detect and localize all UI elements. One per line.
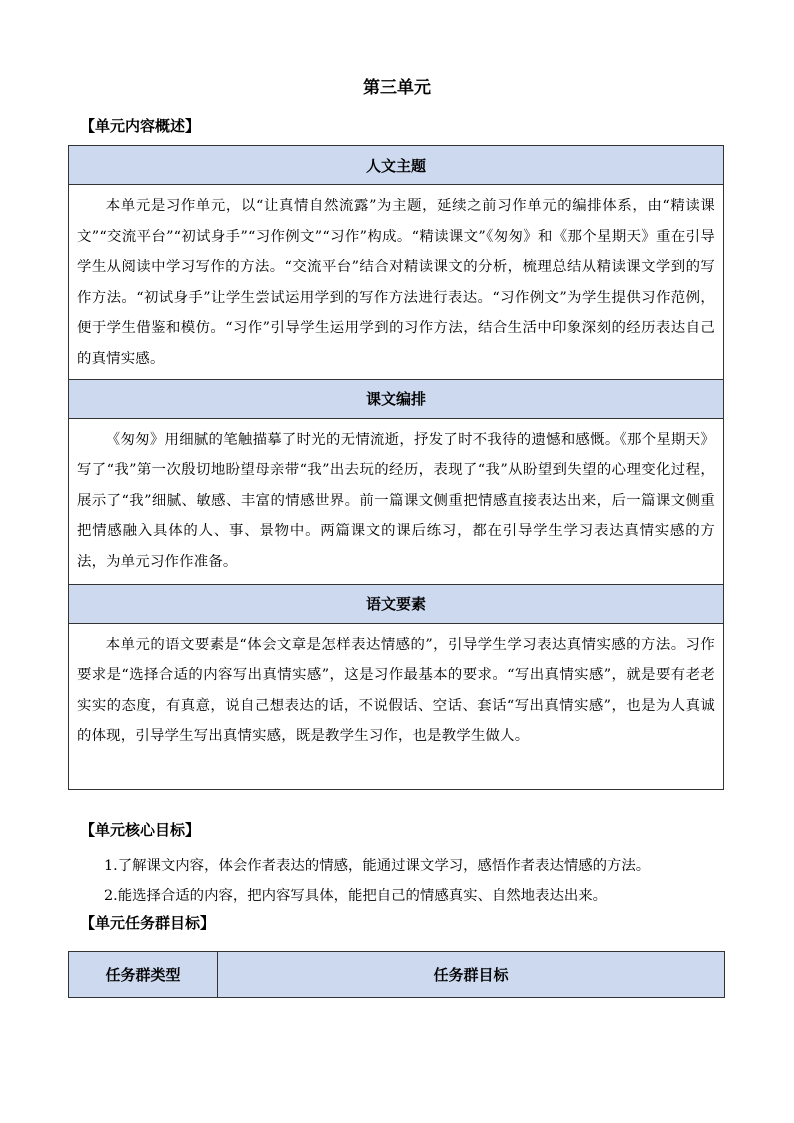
overview-heading: 【单元内容概述】 [80, 117, 201, 135]
humanities-theme-header: 人文主题 [69, 146, 724, 185]
task-groups-table [68, 951, 725, 998]
core-goals-list [104, 851, 744, 911]
text-arrangement-header: 课文编排 [69, 379, 724, 418]
text-arrangement-text: 《匆匆》用细腻的笔触描摹了时光的无情流逝，抒发了时不我待的遗憾和感慨。《那个星期天》写了“我”第一次殷切地盼望母亲带“我”出去玩的经历，表现了“我”从盼望到失望的心理变化过程，展示了“我”细腻、敏感、丰富的情感世界。前一篇课文侧重把情感直接表达出来，后一篇课文侧重把情感融入具体的人、事、景物中。两篇课文的课后练习，都在引导学生学习表达真情实感的方法，为单元习作作准备。 [69, 418, 724, 584]
table-row [69, 584, 724, 623]
table-row [69, 379, 724, 418]
table-row [69, 185, 724, 380]
language-elements-text: 本单元的语文要素是“体会文章是怎样表达情感的”，引导学生学习表达真情实感的方法。习作要求是“选择合适的内容写出真情实感”，这是习作最基本的要求。“写出真情实感”，就是要有老老实实的态度，有真意，说自己想表达的话，不说假话、空话、套话“写出真情实感”，也是为人真诚的体现，引导学生写出真情实感，既是教学生习作，也是教学生做人。 [69, 623, 724, 789]
column-header-task-type: 任务群类型 [69, 952, 218, 998]
core-goals-heading: 【单元核心目标】 [80, 821, 201, 839]
task-groups-heading: 【单元任务群目标】 [80, 914, 216, 932]
list-item: 2.能选择合适的内容，把内容写具体，能把自己的情感真实、自然地表达出来。 [104, 888, 608, 904]
table-row [69, 146, 724, 185]
column-header-task-goal: 任务群目标 [218, 952, 725, 998]
table-row [69, 418, 724, 584]
overview-table [68, 145, 724, 790]
table-row [69, 623, 724, 789]
list-item: 1.了解课文内容，体会作者表达的情感，能通过课文学习，感悟作者表达情感的方法。 [104, 858, 651, 874]
page-title: 第三单元 [363, 78, 431, 98]
table-header-row [69, 952, 725, 998]
humanities-theme-text: 本单元是习作单元，以“让真情自然流露”为主题，延续之前习作单元的编排体系，由“精读课文”“交流平台”“初试身手”“习作例文”“习作”构成。“精读课文”《匆匆》和《那个星期天》重在引导学生从阅读中学习写作的方法。“交流平台”结合对精读课文的分析，梳理总结从精读课文学到的写作方法。“初试身手”让学生尝试运用学到的写作方法进行表达。“习作例文”为学生提供习作范例，便于学生借鉴和模仿。“习作”引导学生运用学到的习作方法，结合生活中印象深刻的经历表达自己的真情实感。 [69, 185, 724, 380]
language-elements-header: 语文要素 [69, 584, 724, 623]
